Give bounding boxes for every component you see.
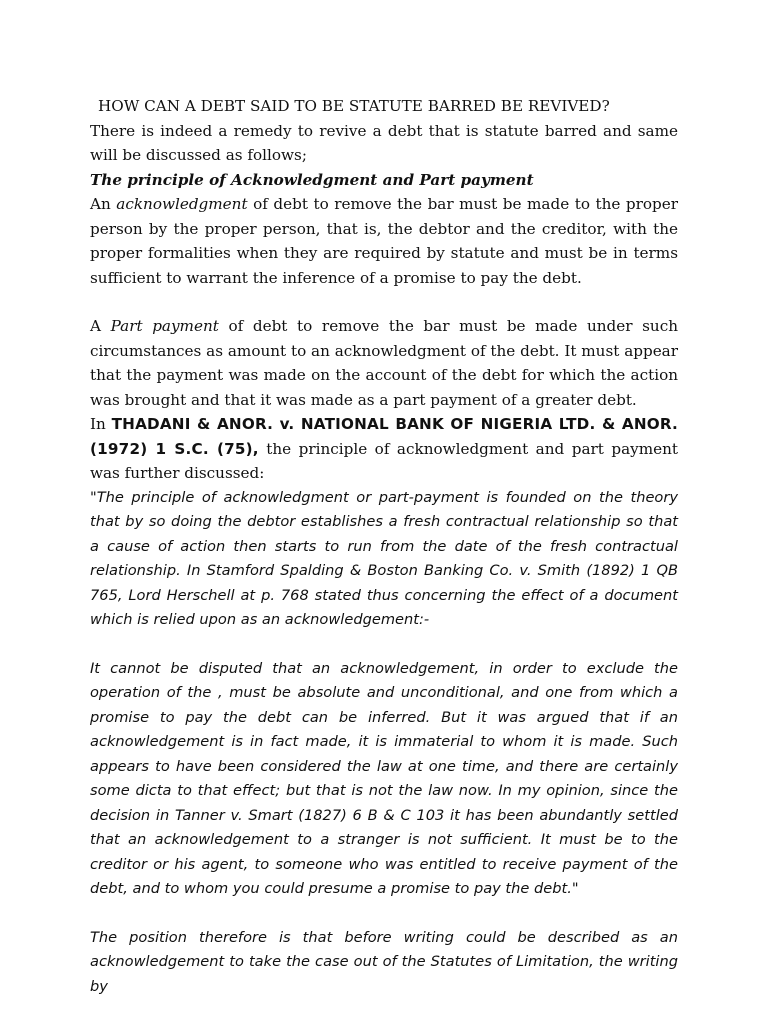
case-paragraph bbox=[90, 412, 678, 486]
ack-rest: of debt to remove the bar must be made to the proper person by the proper person, that is, the debtor and the creditor, with the proper formalities when they are required by statute and must be in terms sufficient to warrant the inference of a promise to pay the debt. bbox=[90, 195, 679, 287]
case-lead: In bbox=[90, 415, 112, 433]
section-title: The principle of Acknowledgment and Part payment bbox=[90, 170, 534, 189]
acknowledgment-paragraph bbox=[90, 192, 678, 290]
intro-paragraph: There is indeed a remedy to revive a debt that is statute barred and same will be discussed as follows; bbox=[90, 121, 678, 164]
quote-paragraph-3: The position therefore is that before writing could be described as an acknowledgement to take the case out of the Statutes of Limitation, the writing by bbox=[90, 928, 678, 995]
part-payment-paragraph bbox=[90, 314, 678, 412]
part-rest: of debt to remove the bar must be made under such circumstances as amount to an acknowledgment of the debt. It must appear that the payment was made on the account of the debt for which the action was brought and that it was made as a part payment of a greater debt. bbox=[90, 317, 679, 409]
part-term: Part payment bbox=[110, 317, 219, 335]
quote-paragraph-1: "The principle of acknowledgment or part-payment is founded on the theory that by so doing the debtor establishes a fresh contractual relationship so that a cause of action then starts to run from the date of the fresh contractual relationship. In Stamford Spalding & Boston Banking Co. v. Smith (1892) 1 QB 765, Lord Herschell at p. 768 stated thus concerning the effect of a document which is relied upon as an acknowledgement:- bbox=[90, 488, 678, 628]
ack-lead: An bbox=[90, 195, 117, 213]
page-heading: HOW CAN A DEBT SAID TO BE STATUTE BARRED BE REVIVED? bbox=[98, 97, 610, 115]
case-rest: the principle of acknowledgment and part payment was further discussed: bbox=[90, 439, 678, 482]
document-page bbox=[90, 94, 678, 999]
part-lead: A bbox=[90, 317, 111, 335]
ack-term: acknowledgment bbox=[116, 195, 248, 213]
quote-paragraph-2: It cannot be disputed that an acknowledgement, in order to exclude the operation of the , must be absolute and unconditional, and one from which a promise to pay the debt can be inferred. But it was argued that if an acknowledgement is in fact made, it is immaterial to whom it is made. Such appears to have been considered the law at one time, and there are certainly some dicta to that effect; but that is not the law now. In my opinion, since the decision in Tanner v. Smart (1827) 6 B & C 103 it has been abundantly settled that an acknowledgement to a stranger is not sufficient. It must be to the creditor or his agent, to someone who was entitled to receive payment of the debt, and to whom you could presume a promise to pay the debt." bbox=[90, 659, 678, 897]
case-citation: THADANI & ANOR. v. NATIONAL BANK OF NIGERIA LTD. & ANOR. (1972) 1 S.C. (75), bbox=[90, 415, 678, 458]
